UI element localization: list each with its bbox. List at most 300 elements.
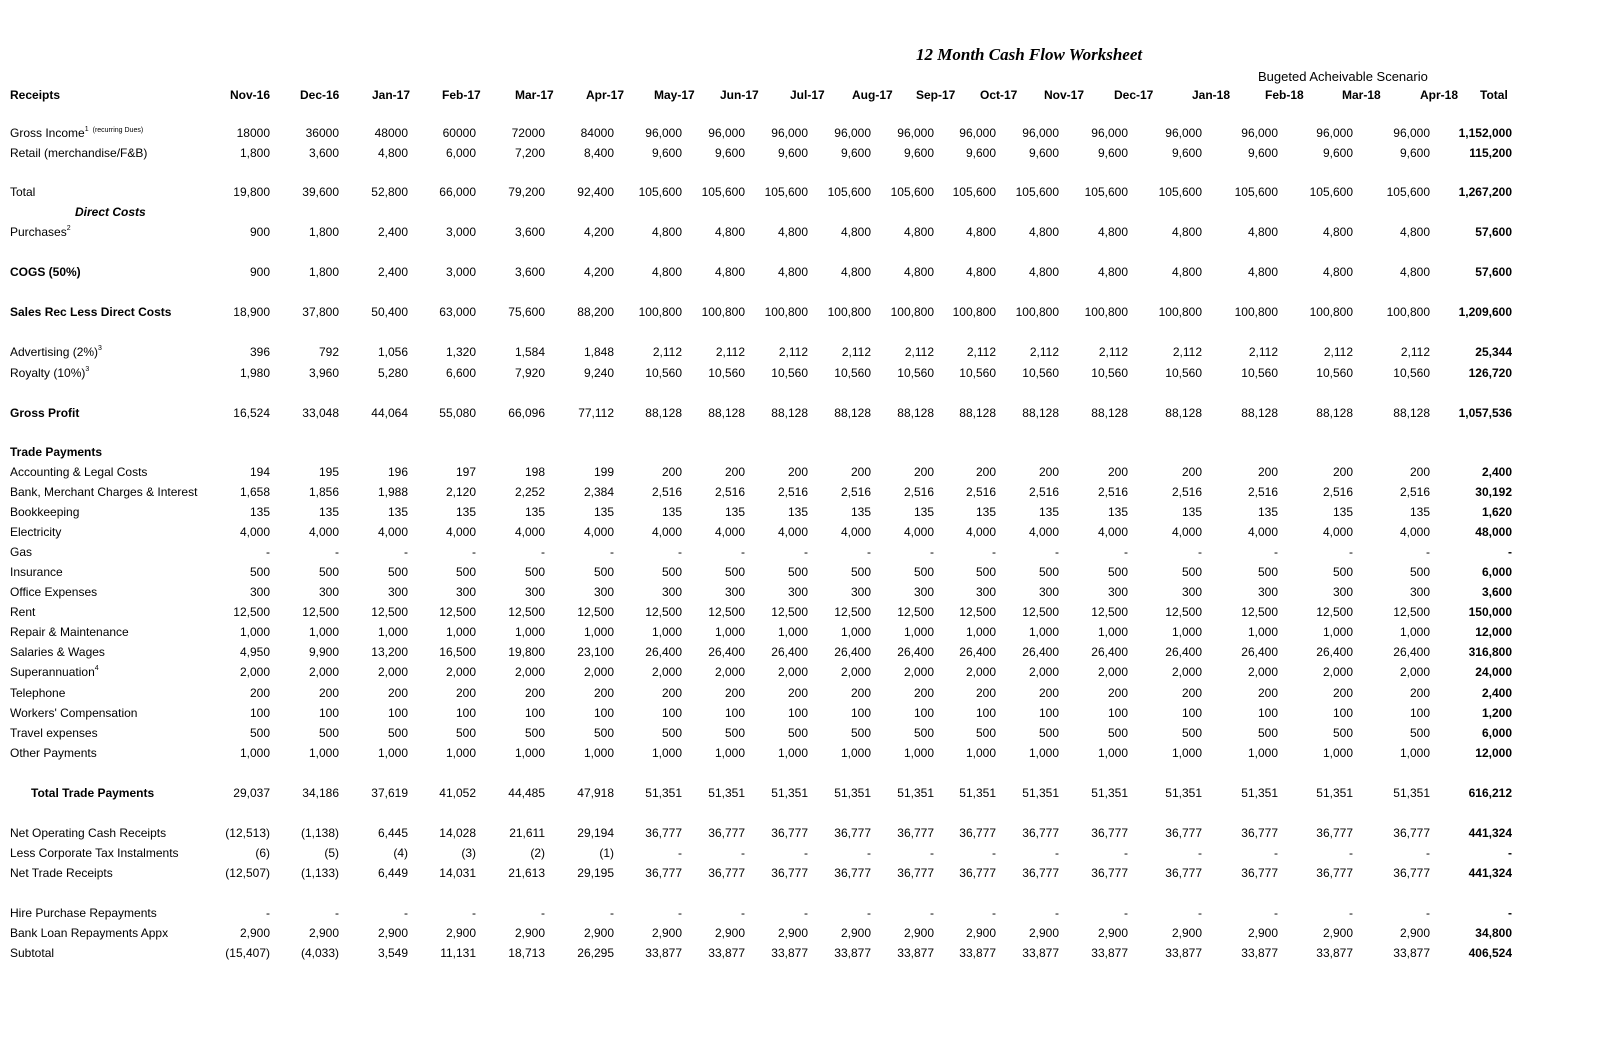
value-cell: 200: [661, 465, 682, 479]
value-cell: (5): [324, 846, 339, 860]
header-month: Feb-18: [1265, 88, 1304, 102]
value-cell: 1,000: [840, 746, 871, 760]
value-cell: 300: [593, 585, 614, 599]
value-cell: 135: [1409, 505, 1430, 519]
value-cell: 12,500: [302, 605, 339, 619]
value-cell: 10,560: [1393, 366, 1430, 380]
value-cell: -: [404, 545, 408, 559]
value-cell: 1,000: [1171, 625, 1202, 639]
row-label-text: Bookkeeping: [10, 505, 80, 519]
value-cell: 1,848: [583, 345, 614, 359]
value-cell: 500: [593, 726, 614, 740]
value-cell: 2,900: [1247, 926, 1278, 940]
value-cell: 200: [975, 686, 996, 700]
value-cell: (2): [530, 846, 545, 860]
value-cell: 100: [1257, 706, 1278, 720]
header-month: Nov-17: [1044, 88, 1085, 102]
row-insurance: [0, 562, 1612, 582]
value-cell: -: [930, 846, 934, 860]
value-cell: 9,600: [1028, 146, 1059, 160]
value-cell: 52,800: [371, 185, 408, 199]
value-cell: 1,000: [714, 746, 745, 760]
row-label-text: Rent: [10, 605, 36, 619]
value-cell: 1,000: [377, 625, 408, 639]
value-cell: 200: [724, 465, 745, 479]
worksheet-title: 12 Month Cash Flow Worksheet: [916, 45, 1143, 64]
value-cell: 50,400: [371, 305, 408, 319]
value-cell: 1,000: [965, 746, 996, 760]
row-label-text: Office Expenses: [10, 585, 98, 599]
value-cell: 44,485: [508, 786, 545, 800]
total-cell: 12,000: [1475, 625, 1512, 639]
value-cell: 2,000: [903, 665, 934, 679]
row-label-text: Retail (merchandise/F&B): [10, 146, 148, 160]
value-cell: 36,777: [645, 866, 682, 880]
value-cell: 4,800: [1247, 225, 1278, 239]
total-cell: 1,620: [1481, 505, 1512, 519]
row-label: [10, 946, 54, 960]
value-cell: 36,777: [1091, 826, 1128, 840]
row-label-text: Repair & Maintenance: [10, 625, 129, 639]
value-cell: 200: [455, 686, 476, 700]
total-cell: -: [1508, 906, 1512, 920]
value-cell: -: [1274, 846, 1278, 860]
value-cell: 2,000: [1097, 665, 1128, 679]
value-cell: 200: [1409, 465, 1430, 479]
value-cell: 88,128: [708, 406, 745, 420]
value-cell: 1,000: [840, 625, 871, 639]
value-cell: 100,800: [764, 305, 808, 319]
value-cell: 200: [318, 686, 339, 700]
value-cell: 4,800: [1097, 225, 1128, 239]
value-cell: 88,128: [959, 406, 996, 420]
value-cell: 1,000: [514, 746, 545, 760]
row-sales-rec: [0, 302, 1612, 322]
total-cell: 1,209,600: [1458, 305, 1512, 319]
value-cell: 135: [787, 505, 808, 519]
value-cell: 33,877: [897, 946, 934, 960]
value-cell: (6): [255, 846, 270, 860]
value-cell: 100,800: [1309, 305, 1353, 319]
header-month: Mar-18: [1342, 88, 1381, 102]
row-repair: [0, 622, 1612, 642]
row-gas: [0, 542, 1612, 562]
header-total: Total: [1480, 88, 1508, 102]
value-cell: 88,128: [897, 406, 934, 420]
value-cell: -: [266, 906, 270, 920]
value-cell: -: [404, 906, 408, 920]
value-cell: 33,877: [1091, 946, 1128, 960]
row-label: [10, 366, 89, 380]
value-cell: 26,400: [771, 645, 808, 659]
value-cell: 9,600: [1399, 146, 1430, 160]
total-cell: 2,400: [1481, 686, 1512, 700]
total-cell: 48,000: [1475, 525, 1512, 539]
value-cell: 36,777: [834, 826, 871, 840]
value-cell: 33,048: [302, 406, 339, 420]
value-cell: 100: [850, 706, 871, 720]
value-cell: 12,500: [897, 605, 934, 619]
value-cell: 4,800: [1399, 265, 1430, 279]
value-cell: 2,000: [445, 665, 476, 679]
value-cell: 500: [661, 565, 682, 579]
value-cell: 2,900: [1171, 926, 1202, 940]
value-cell: 12,500: [233, 605, 270, 619]
row-label-text: Bank, Merchant Charges & Interest: [10, 485, 198, 499]
value-cell: 200: [661, 686, 682, 700]
row-label-text: Gas: [10, 545, 33, 559]
value-cell: 4,800: [965, 265, 996, 279]
value-cell: 63,000: [439, 305, 476, 319]
value-cell: 2,112: [652, 345, 682, 359]
row-label: [10, 686, 65, 700]
value-cell: 92,400: [577, 185, 614, 199]
value-cell: (4): [393, 846, 408, 860]
value-cell: 2,900: [377, 926, 408, 940]
value-cell: 1,000: [239, 625, 270, 639]
value-cell: 105,600: [638, 185, 682, 199]
row-label: [10, 866, 113, 880]
value-cell: 4,800: [1028, 265, 1059, 279]
value-cell: -: [930, 545, 934, 559]
value-cell: 1,000: [239, 746, 270, 760]
value-cell: 10,560: [1022, 366, 1059, 380]
value-cell: 51,351: [1393, 786, 1430, 800]
footnote-marker: 1: [84, 126, 89, 133]
value-cell: 33,877: [708, 946, 745, 960]
value-cell: 26,400: [645, 645, 682, 659]
value-cell: 1,000: [1247, 746, 1278, 760]
row-net-trade: [0, 863, 1612, 883]
value-cell: 12,500: [1316, 605, 1353, 619]
row-label-text: Telephone: [10, 686, 66, 700]
value-cell: 4,000: [651, 525, 682, 539]
value-cell: 88,128: [1316, 406, 1353, 420]
row-label: [10, 225, 71, 239]
value-cell: 105,600: [890, 185, 934, 199]
value-cell: (1): [599, 846, 614, 860]
value-cell: 96,000: [834, 126, 871, 140]
row-label: [10, 265, 81, 279]
value-cell: 4,000: [1399, 525, 1430, 539]
value-cell: 88,200: [577, 305, 614, 319]
row-label: [10, 406, 79, 420]
value-cell: 4,000: [308, 525, 339, 539]
value-cell: 200: [787, 465, 808, 479]
value-cell: 96,000: [959, 126, 996, 140]
value-cell: -: [610, 545, 614, 559]
value-cell: 10,560: [959, 366, 996, 380]
value-cell: 9,600: [1171, 146, 1202, 160]
value-cell: -: [1198, 545, 1202, 559]
value-cell: 135: [724, 505, 745, 519]
row-label-text: Trade Payments: [10, 445, 103, 459]
value-cell: -: [867, 545, 871, 559]
total-cell: 150,000: [1468, 605, 1512, 619]
value-cell: 200: [249, 686, 270, 700]
value-cell: 200: [1181, 686, 1202, 700]
value-cell: 2,000: [840, 665, 871, 679]
value-cell: -: [1426, 545, 1430, 559]
value-cell: 100: [1107, 706, 1128, 720]
value-cell: 2,000: [308, 665, 339, 679]
row-corp-tax: [0, 843, 1612, 863]
value-cell: 2,516: [651, 485, 682, 499]
value-cell: 500: [724, 726, 745, 740]
value-cell: 2,000: [777, 665, 808, 679]
row-subtotal: [0, 943, 1612, 963]
value-cell: 10,560: [645, 366, 682, 380]
value-cell: 105,600: [827, 185, 871, 199]
value-cell: 135: [1181, 505, 1202, 519]
value-cell: 1,000: [651, 746, 682, 760]
value-cell: 135: [455, 505, 476, 519]
value-cell: 4,800: [903, 225, 934, 239]
value-cell: 36,777: [897, 826, 934, 840]
header-month: Feb-17: [442, 88, 481, 102]
value-cell: 2,000: [1247, 665, 1278, 679]
value-cell: 36,777: [1022, 826, 1059, 840]
value-cell: 500: [1332, 565, 1353, 579]
value-cell: 105,600: [1234, 185, 1278, 199]
header-month: Aug-17: [852, 88, 893, 102]
value-cell: 100: [1409, 706, 1430, 720]
value-cell: 2,516: [1399, 485, 1430, 499]
footnote-marker: 3: [98, 345, 102, 352]
value-cell: 1,000: [1097, 625, 1128, 639]
value-cell: 6,449: [377, 866, 408, 880]
row-electricity: [0, 522, 1612, 542]
value-cell: 2,112: [778, 345, 808, 359]
value-cell: 105,600: [1015, 185, 1059, 199]
value-cell: 100: [724, 706, 745, 720]
value-cell: 4,800: [714, 225, 745, 239]
value-cell: 39,600: [302, 185, 339, 199]
value-cell: 4,800: [1322, 225, 1353, 239]
value-cell: 4,000: [1247, 525, 1278, 539]
value-cell: 2,516: [1247, 485, 1278, 499]
value-cell: -: [992, 906, 996, 920]
value-cell: 9,600: [777, 146, 808, 160]
value-cell: 300: [975, 585, 996, 599]
value-cell: 1,800: [308, 265, 339, 279]
value-cell: 33,877: [1393, 946, 1430, 960]
value-cell: 6,000: [445, 146, 476, 160]
value-cell: 300: [661, 585, 682, 599]
value-cell: 300: [387, 585, 408, 599]
value-cell: 36,777: [1241, 866, 1278, 880]
value-cell: 300: [1181, 585, 1202, 599]
total-cell: 126,720: [1468, 366, 1512, 380]
total-cell: 6,000: [1481, 565, 1512, 579]
value-cell: (3): [461, 846, 476, 860]
row-workers: [0, 703, 1612, 723]
row-hire-purchase: [0, 903, 1612, 923]
value-cell: 88,128: [1393, 406, 1430, 420]
value-cell: 900: [249, 265, 270, 279]
row-super: [0, 662, 1612, 682]
row-salaries: [0, 642, 1612, 662]
value-cell: 4,800: [777, 225, 808, 239]
row-label-text: Superannuation: [10, 665, 95, 679]
value-cell: 9,600: [840, 146, 871, 160]
value-cell: 135: [1038, 505, 1059, 519]
value-cell: 300: [455, 585, 476, 599]
value-cell: 7,200: [514, 146, 545, 160]
total-cell: 406,524: [1468, 946, 1512, 960]
value-cell: 4,000: [1322, 525, 1353, 539]
row-label: [10, 906, 157, 920]
value-cell: 26,400: [1091, 645, 1128, 659]
row-label-text: Electricity: [10, 525, 62, 539]
value-cell: 12,500: [1393, 605, 1430, 619]
value-cell: 100,800: [1084, 305, 1128, 319]
value-cell: 36,777: [708, 826, 745, 840]
value-cell: 4,000: [903, 525, 934, 539]
value-cell: -: [741, 545, 745, 559]
value-cell: -: [1124, 906, 1128, 920]
value-cell: -: [335, 906, 339, 920]
row-gross-income: [0, 123, 1612, 143]
value-cell: 51,351: [1091, 786, 1128, 800]
value-cell: 1,320: [445, 345, 476, 359]
value-cell: 12,500: [1165, 605, 1202, 619]
value-cell: 36,777: [1165, 826, 1202, 840]
value-cell: 200: [1038, 686, 1059, 700]
value-cell: 500: [787, 726, 808, 740]
value-cell: 51,351: [708, 786, 745, 800]
value-cell: 47,918: [577, 786, 614, 800]
value-cell: -: [741, 906, 745, 920]
value-cell: -: [610, 906, 614, 920]
total-cell: 3,600: [1481, 585, 1512, 599]
value-cell: 18,900: [233, 305, 270, 319]
value-cell: 1,000: [1247, 625, 1278, 639]
total-cell: 57,600: [1475, 265, 1512, 279]
row-label: [10, 126, 143, 140]
value-cell: 26,400: [708, 645, 745, 659]
value-cell: -: [1426, 906, 1430, 920]
header-month: Nov-16: [230, 88, 271, 102]
value-cell: 1,988: [377, 485, 408, 499]
value-cell: 9,600: [714, 146, 745, 160]
value-cell: 135: [661, 505, 682, 519]
value-cell: 200: [913, 465, 934, 479]
row-label: [10, 746, 97, 760]
value-cell: 2,516: [965, 485, 996, 499]
value-cell: 4,800: [1097, 265, 1128, 279]
value-cell: 105,600: [701, 185, 745, 199]
value-cell: 135: [1107, 505, 1128, 519]
total-cell: 25,344: [1475, 345, 1512, 359]
row-label-text: Insurance: [10, 565, 63, 579]
header-month: Jan-18: [1192, 88, 1231, 102]
value-cell: 200: [975, 465, 996, 479]
row-label-text: Total Trade Payments: [31, 786, 155, 800]
header-receipts-label: Receipts: [10, 88, 61, 102]
value-cell: 200: [1332, 686, 1353, 700]
value-cell: 2,112: [1400, 345, 1430, 359]
value-cell: 100: [1038, 706, 1059, 720]
value-cell: 200: [1257, 686, 1278, 700]
value-cell: 4,000: [514, 525, 545, 539]
value-cell: 36,777: [897, 866, 934, 880]
value-cell: 51,351: [1316, 786, 1353, 800]
value-cell: 4,800: [1028, 225, 1059, 239]
value-cell: 500: [1257, 565, 1278, 579]
value-cell: 33,877: [1241, 946, 1278, 960]
value-cell: 4,200: [583, 265, 614, 279]
value-cell: -: [992, 545, 996, 559]
row-label-text: Bank Loan Repayments Appx: [10, 926, 169, 940]
header-row: [0, 85, 1612, 105]
value-cell: 51,351: [645, 786, 682, 800]
row-label: [10, 565, 63, 579]
value-cell: 34,186: [302, 786, 339, 800]
row-label: [10, 846, 179, 860]
value-cell: -: [867, 906, 871, 920]
value-cell: 36,777: [645, 826, 682, 840]
header-month: Oct-17: [980, 88, 1018, 102]
value-cell: 12,500: [1241, 605, 1278, 619]
value-cell: 21,613: [508, 866, 545, 880]
value-cell: -: [1055, 846, 1059, 860]
row-label: [10, 605, 35, 619]
value-cell: 12,500: [771, 605, 808, 619]
value-cell: 300: [524, 585, 545, 599]
value-cell: 500: [787, 565, 808, 579]
value-cell: 2,000: [714, 665, 745, 679]
value-cell: 12,500: [371, 605, 408, 619]
row-note: (recurring Dues): [92, 127, 144, 134]
row-label: [10, 625, 129, 639]
total-cell: 1,057,536: [1458, 406, 1512, 420]
value-cell: 33,877: [1316, 946, 1353, 960]
value-cell: 200: [387, 686, 408, 700]
value-cell: 300: [1107, 585, 1128, 599]
row-label-text: Net Operating Cash Receipts: [10, 826, 167, 840]
value-cell: -: [1198, 906, 1202, 920]
value-cell: 300: [1332, 585, 1353, 599]
value-cell: 26,400: [1241, 645, 1278, 659]
value-cell: 88,128: [1022, 406, 1059, 420]
direct-costs-label: Direct Costs: [75, 205, 146, 219]
value-cell: 12,500: [645, 605, 682, 619]
value-cell: 1,000: [583, 625, 614, 639]
total-cell: 115,200: [1469, 146, 1512, 160]
header-month: Dec-17: [1114, 88, 1154, 102]
value-cell: 2,112: [841, 345, 871, 359]
value-cell: 500: [661, 726, 682, 740]
value-cell: 26,400: [959, 645, 996, 659]
value-cell: 36,777: [959, 866, 996, 880]
value-cell: 96,000: [897, 126, 934, 140]
row-net-operating: [0, 823, 1612, 843]
value-cell: 197: [455, 465, 476, 479]
row-gross-profit: [0, 403, 1612, 423]
row-label: [10, 706, 137, 720]
value-cell: 300: [249, 585, 270, 599]
value-cell: 2,900: [308, 926, 339, 940]
value-cell: 12,500: [834, 605, 871, 619]
value-cell: 1,000: [445, 746, 476, 760]
value-cell: 2,900: [651, 926, 682, 940]
total-cell: 34,800: [1475, 926, 1512, 940]
row-label: [10, 585, 97, 599]
value-cell: 2,516: [903, 485, 934, 499]
total-cell: -: [1508, 846, 1512, 860]
value-cell: 10,560: [897, 366, 934, 380]
